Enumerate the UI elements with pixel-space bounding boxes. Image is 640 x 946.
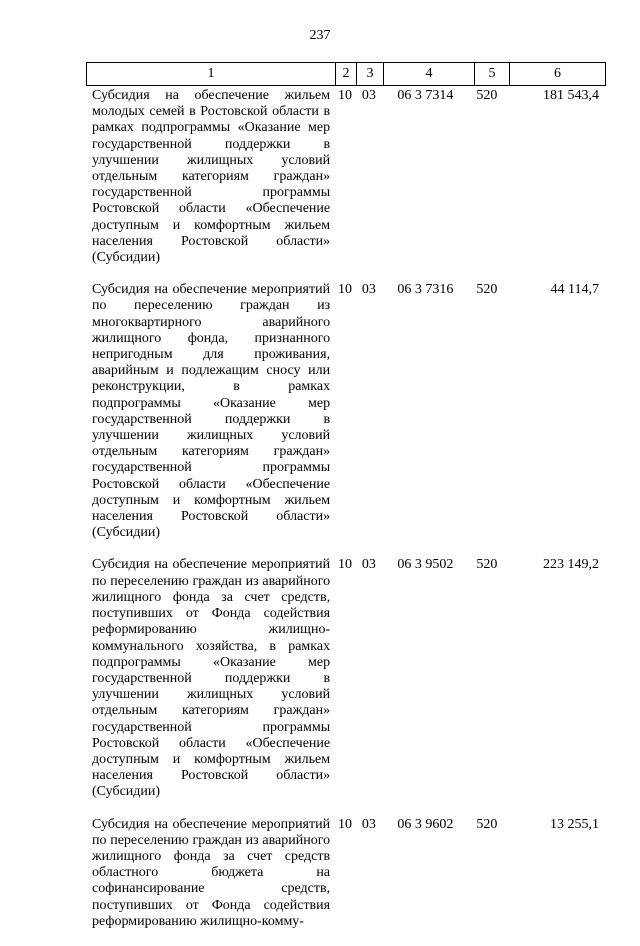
row-subsection: 03 bbox=[361, 88, 376, 103]
row-amount: 181 543,4 bbox=[543, 88, 600, 103]
row-expense-type: 520 bbox=[476, 816, 498, 832]
header-col-2: 2 bbox=[336, 63, 357, 86]
row-section: 10 bbox=[338, 816, 353, 832]
row-amount: 13 255,1 bbox=[550, 816, 600, 832]
table-row bbox=[86, 88, 601, 266]
table-row bbox=[86, 282, 601, 541]
table-body bbox=[86, 88, 601, 946]
row-subsection: 03 bbox=[361, 282, 376, 298]
row-amount: 44 114,7 bbox=[550, 282, 600, 298]
header-col-6: 6 bbox=[510, 63, 606, 86]
row-subsection: 03 bbox=[361, 557, 376, 573]
header-col-1: 1 bbox=[87, 63, 336, 86]
row-target-code: 06 3 9502 bbox=[397, 557, 454, 573]
row-description: Субсидия на обеспечение мероприятий по переселению граждан из аварийного жилищного фонда за счет средств областного бюджета на софинансирование средств, поступивших от Фонда содействия реформированию жилищно-комму- bbox=[92, 816, 331, 929]
row-target-code: 06 3 7316 bbox=[397, 282, 454, 298]
row-section: 10 bbox=[338, 557, 353, 573]
row-expense-type: 520 bbox=[476, 557, 498, 573]
row-amount: 223 149,2 bbox=[543, 557, 600, 573]
page-number: 237 bbox=[309, 28, 331, 43]
row-description: Субсидия на обеспечение жильем молодых семей в Ростовской области в рамках подпрограммы «Оказание мер государственной поддержки в улучшении жилищных условий отдельным категориям граждан» государственной программы Ростовской области «Обеспечение доступным и комфортным жильем населения Ростовской области» (Субсидии) bbox=[92, 88, 331, 266]
table-header bbox=[86, 62, 606, 86]
row-expense-type: 520 bbox=[476, 88, 498, 103]
header-col-3: 3 bbox=[357, 63, 384, 86]
row-target-code: 06 3 9602 bbox=[397, 816, 454, 832]
row-section: 10 bbox=[338, 282, 353, 298]
row-subsection: 03 bbox=[361, 816, 376, 832]
table-row bbox=[86, 557, 601, 800]
header-col-4: 4 bbox=[384, 63, 475, 86]
row-description: Субсидия на обеспечение мероприятий по переселению граждан из аварийного жилищного фонда за счет средств, поступивших от Фонда содействия реформированию жилищно-коммунального хозяйства, в рамках подпрограммы «Оказание мер государственной поддержки в улучшении жилищных условий отдельным категориям граждан» государственной программы Ростовской области «Обеспечение доступным и комфортным жильем населения Ростовской области» (Субсидии) bbox=[92, 557, 331, 800]
row-section: 10 bbox=[338, 88, 353, 103]
row-description: Субсидия на обеспечение мероприятий по переселению граждан из многоквартирного аварийного жилищного фонда, признанного непригодным для проживания, аварийным и подлежащим сносу или реконструкции, в рамках подпрограммы «Оказание мер государственной поддержки в улучшении жилищных условий отдельным категориям граждан» государственной программы Ростовской области «Обеспечение доступным и комфортным жильем населения Ростовской области» (Субсидии) bbox=[92, 282, 331, 541]
header-col-5: 5 bbox=[475, 63, 510, 86]
table-row bbox=[86, 817, 601, 930]
row-expense-type: 520 bbox=[476, 282, 498, 298]
row-target-code: 06 3 7314 bbox=[397, 88, 454, 103]
